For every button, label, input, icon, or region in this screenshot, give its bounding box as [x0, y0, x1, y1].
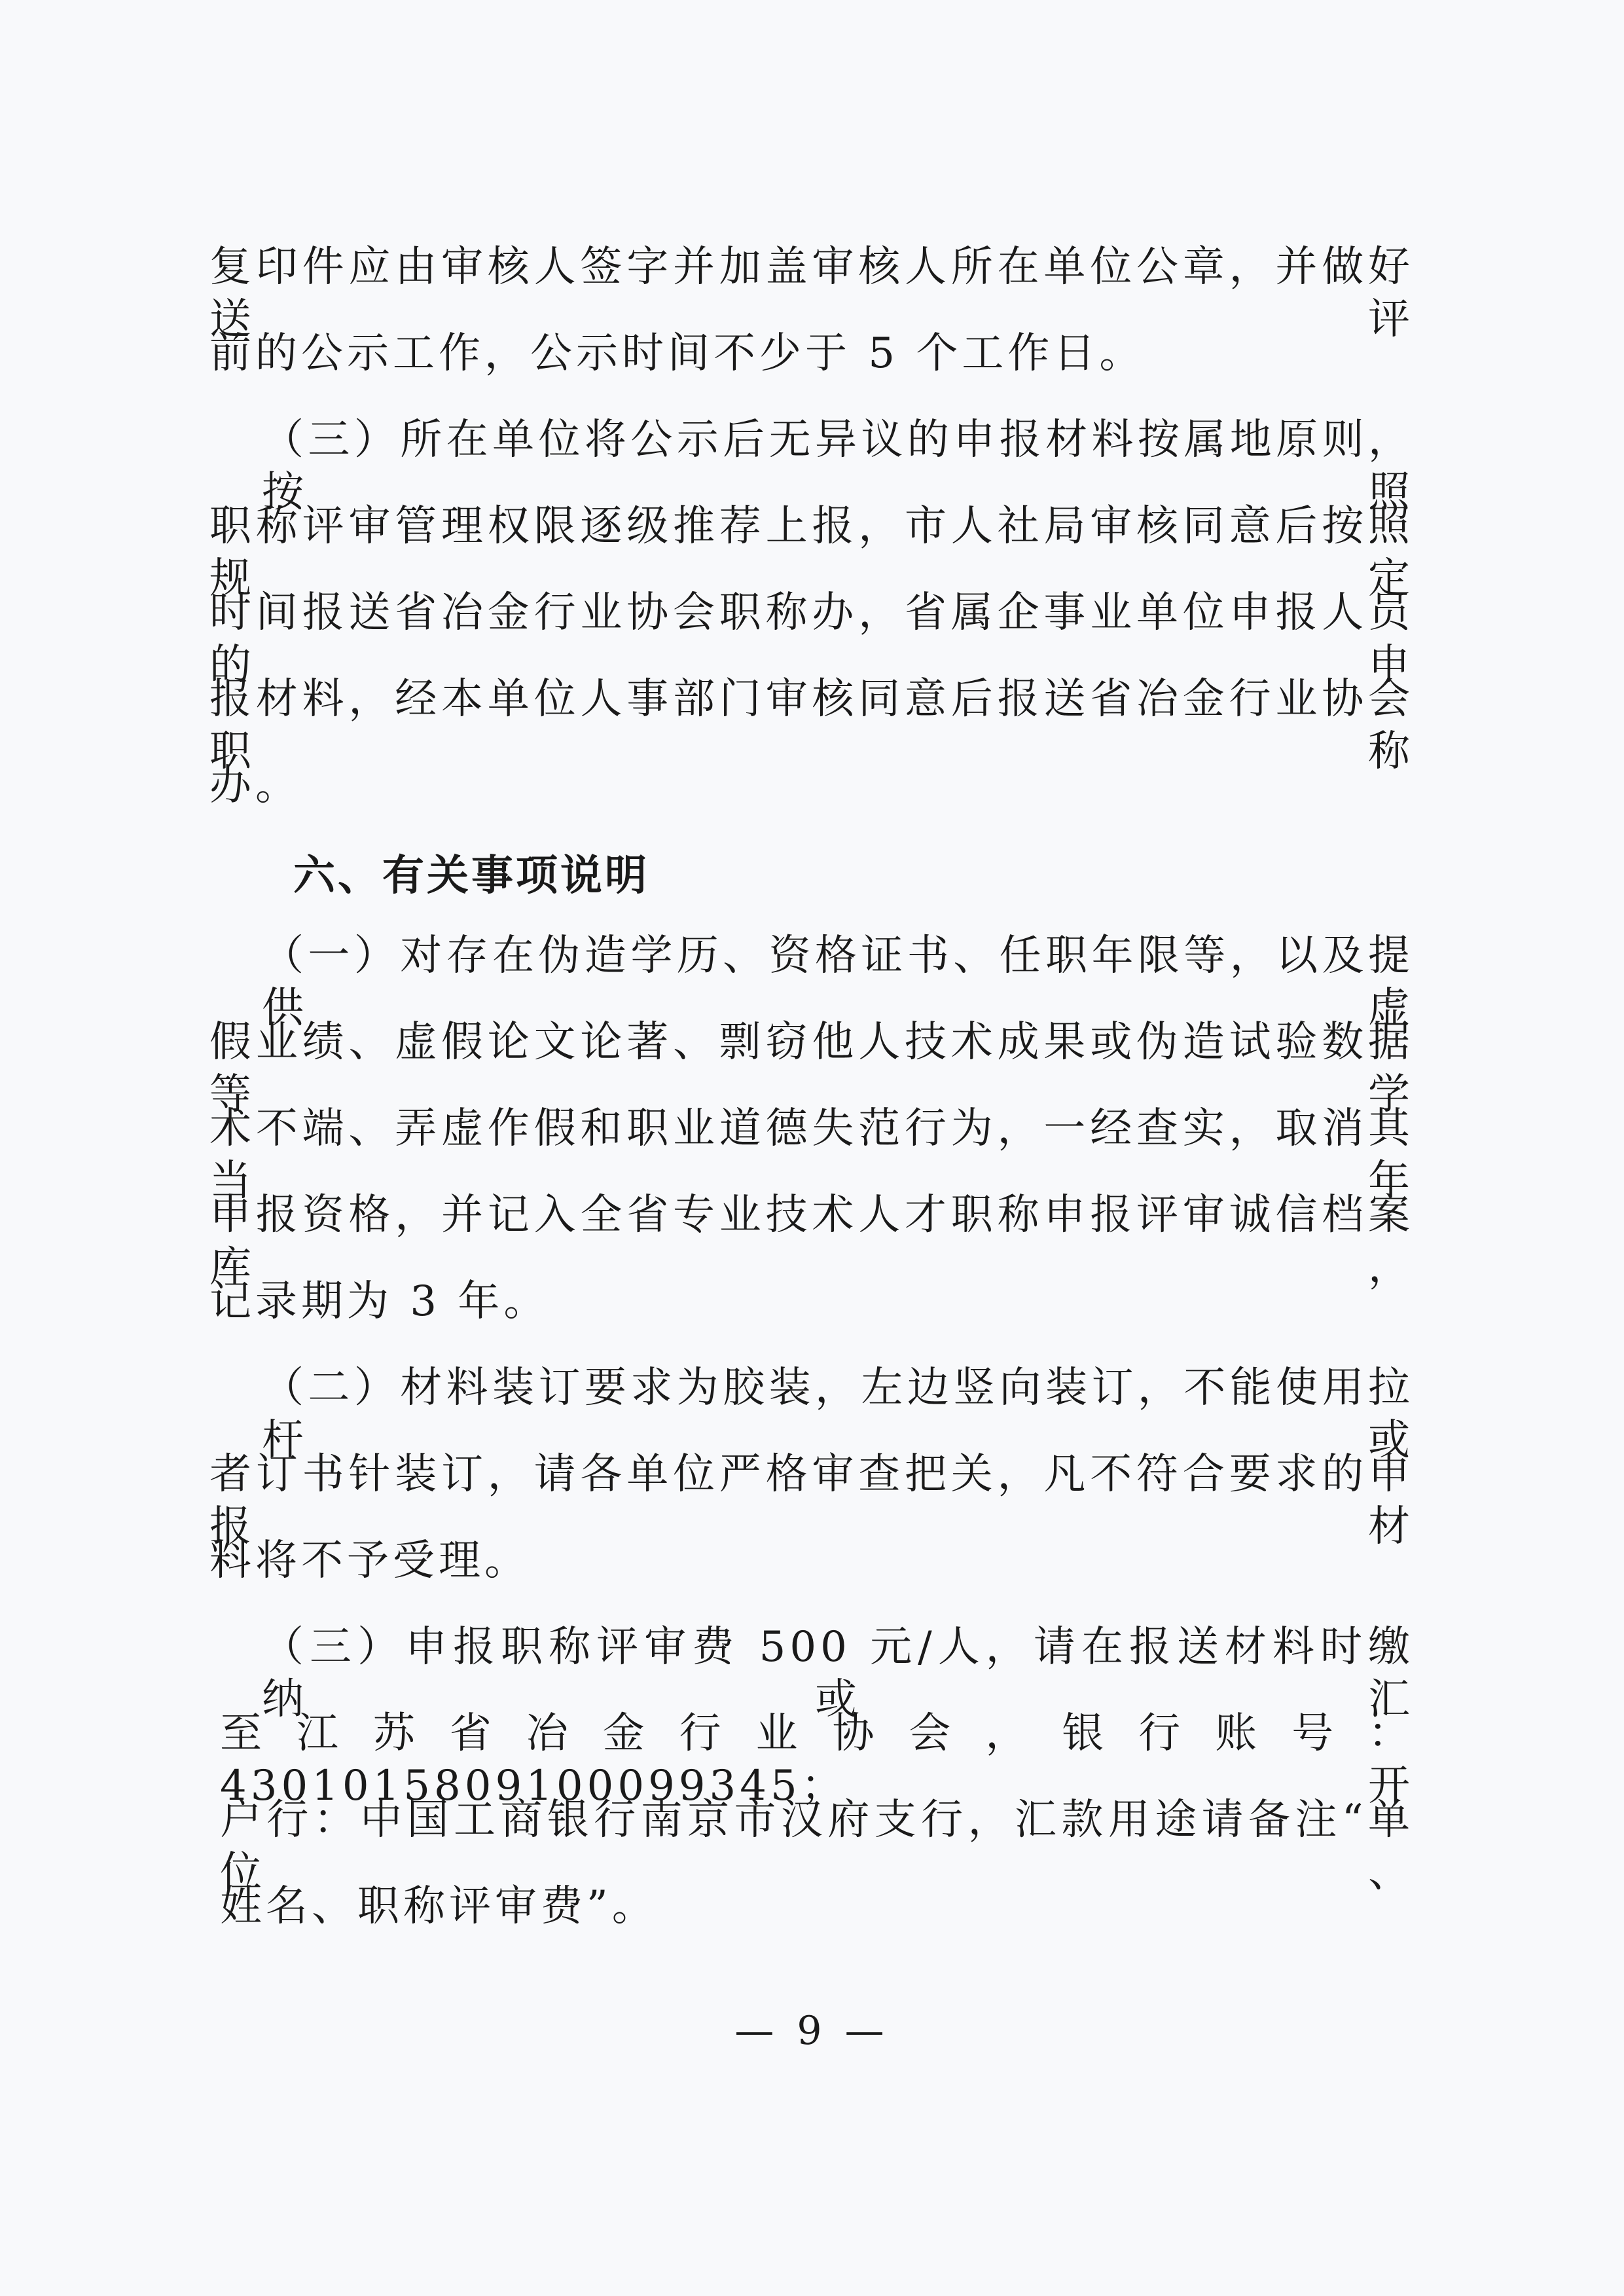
paragraph-line: 术不端、弄虚作假和职业道德失范行为，一经查实，取消其当年 [209, 1104, 1414, 1205]
paragraph-line: （一）对存在伪造学历、资格证书、任职年限等，以及提供虚 [262, 932, 1414, 1032]
paragraph-line: （二）材料装订要求为胶装，左边竖向装订，不能使用拉杆或 [262, 1364, 1414, 1465]
paragraph-line: （三）所在单位将公示后无异议的申报材料按属地原则，按照 [262, 416, 1414, 517]
paragraph-line: 复印件应由审核人签字并加盖审核人所在单位公章，并做好送评 [209, 243, 1414, 344]
paragraph-line: 姓名、职称评审费”。 [220, 1882, 658, 1931]
paragraph-line: 假业绩、虚假论文论著、剽窃他人技术成果或伪造试验数据等学 [209, 1018, 1414, 1119]
paragraph-line: 料将不予受理。 [209, 1537, 530, 1585]
page-number: — 9 — [734, 2008, 890, 2054]
paragraph-line: 前的公示工作，公示时间不少于 5 个工作日。 [209, 329, 1146, 378]
section-heading: 六、有关事项说明 [293, 852, 649, 900]
paragraph-line: 时间报送省冶金行业协会职称办，省属企事业单位申报人员的申 [209, 589, 1414, 689]
paragraph-line: 办。 [209, 761, 301, 810]
paragraph-line: 职称评审管理权限逐级推荐上报，市人社局审核同意后按照规定 [209, 502, 1414, 603]
paragraph-line: 户行：中国工商银行南京市汉府支行，汇款用途请备注“单位、 [220, 1796, 1414, 1897]
paragraph-line: （三）申报职称评审费 500 元/人，请在报送材料时缴纳或汇 [262, 1623, 1414, 1724]
paragraph-line: 至江苏省冶金行业协会，银行账号：4301015809100099345；开 [220, 1709, 1414, 1810]
paragraph-line: 申报资格，并记入全省专业技术人才职称申报评审诚信档案库， [209, 1191, 1414, 1292]
paragraph-line: 报材料，经本单位人事部门审核同意后报送省冶金行业协会职称 [209, 675, 1414, 776]
paragraph-line: 记录期为 3 年。 [209, 1277, 550, 1326]
paragraph-line: 者订书针装订，请各单位严格审查把关，凡不符合要求的申报材 [209, 1450, 1414, 1551]
